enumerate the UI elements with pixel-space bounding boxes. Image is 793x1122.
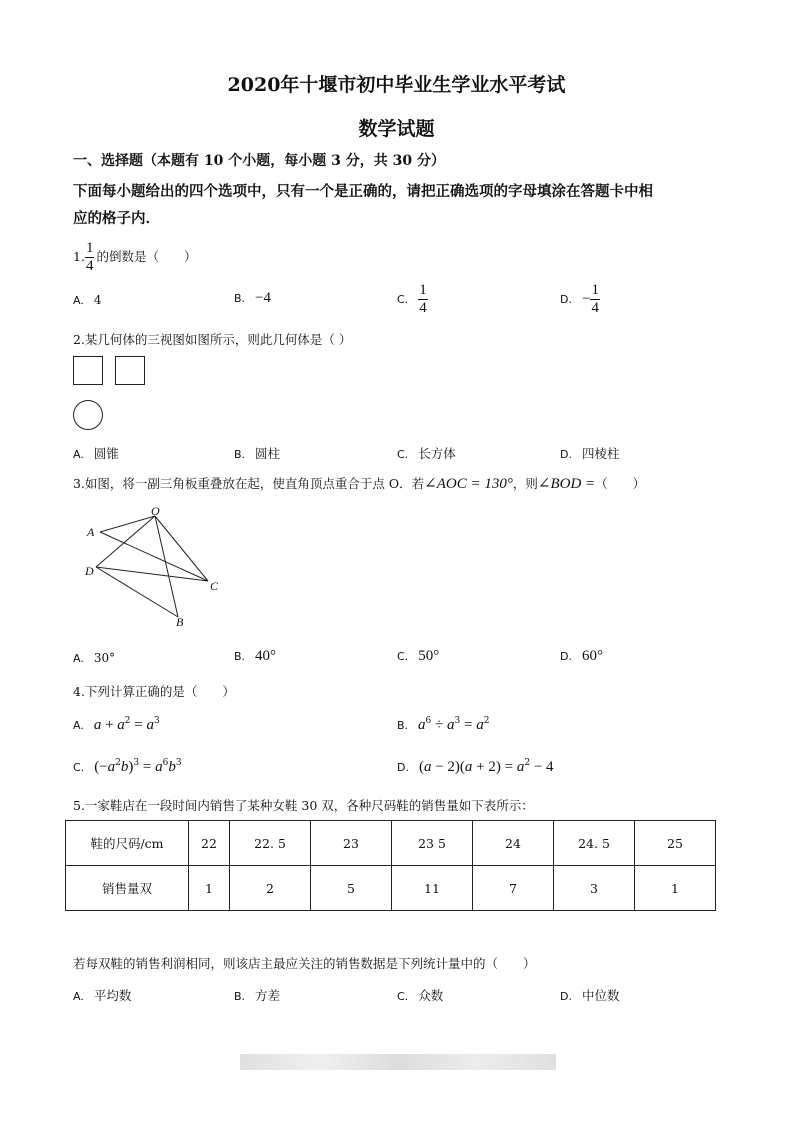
count-cell: 1 — [189, 866, 230, 911]
size-cell: 24 — [473, 821, 554, 866]
shoe-sales-table — [65, 820, 716, 911]
row-header-count: 销售量双 — [66, 866, 189, 911]
q1-option-b[interactable]: B. −4 — [234, 290, 272, 306]
q1-option-d[interactable]: D. − $\frac{1}{4}$ — [560, 282, 599, 316]
question-1 — [73, 240, 196, 275]
q5-option-d[interactable]: D. 中位数 — [560, 988, 620, 1003]
point-label-D: D — [85, 564, 94, 578]
segment-OB — [155, 516, 178, 617]
point-label-A: A — [87, 525, 95, 539]
asked-angle: ∠BOD = — [537, 476, 596, 492]
q4-option-b[interactable]: B. $a^6 \div a^3 = a^2$ — [397, 716, 490, 733]
q4-option-c[interactable]: C. $(-a^2b)^3 = a^6b^3$ — [73, 758, 182, 775]
q3-option-a[interactable]: A. 30° — [73, 651, 116, 665]
instruction-line-1: 下面每小题给出的四个选项中，只有一个是正确的，请把正确选项的字母填涂在答题卡中相 — [73, 183, 653, 200]
segment-DB — [96, 567, 178, 617]
point-label-C: C — [210, 579, 219, 593]
q2-option-b[interactable]: B. 圆柱 — [234, 446, 281, 461]
size-cell: 23 — [311, 821, 392, 866]
segment-AC — [100, 532, 208, 581]
segment-OC — [155, 516, 208, 581]
question-4: 4.下列计算正确的是（ ） — [73, 684, 235, 699]
section-heading: 一、选择题（本题有 10 个小题，每小题 3 分，共 30 分） — [73, 153, 445, 169]
size-cell: 24. 5 — [554, 821, 635, 866]
triangle-figure — [78, 502, 228, 632]
segment-OD — [96, 516, 155, 567]
question-text: 的倒数是（ ） — [96, 249, 197, 264]
size-cell: 23 5 — [392, 821, 473, 866]
row-header-size: 鞋的尺码/cm — [66, 821, 189, 866]
question-3: 3.如图，将一副三角板重叠放在起，使直角顶点重合于点 O．若∠AOC = 130°，则∠BOD =（ ） — [73, 476, 646, 492]
q5-option-c[interactable]: C. 众数 — [397, 988, 444, 1003]
count-cell: 3 — [554, 866, 635, 911]
table-row — [66, 821, 716, 866]
count-cell: 2 — [230, 866, 311, 911]
count-cell: 1 — [635, 866, 716, 911]
count-cell: 5 — [311, 866, 392, 911]
blurred-footer — [240, 1054, 556, 1070]
q2-option-d[interactable]: D. 四棱柱 — [560, 446, 620, 461]
count-cell: 7 — [473, 866, 554, 911]
exam-subtitle: 数学试题 — [358, 118, 435, 140]
count-cell: 11 — [392, 866, 473, 911]
q5-option-a[interactable]: A. 平均数 — [73, 988, 132, 1003]
q1-option-c[interactable]: C. $\frac{1}{4}$ — [397, 282, 427, 316]
size-cell: 22. 5 — [230, 821, 311, 866]
question-number: 1. — [73, 249, 85, 264]
q5-option-b[interactable]: B. 方差 — [234, 988, 281, 1003]
top-view-circle — [73, 400, 103, 430]
question-5: 5.一家鞋店在一段时间内销售了某种女鞋 30 双，各种尺码鞋的销售量如下表所示： — [73, 798, 534, 813]
q2-option-a[interactable]: A. 圆锥 — [73, 446, 119, 461]
size-cell: 22 — [189, 821, 230, 866]
point-label-B: B — [176, 615, 184, 629]
q1-option-a[interactable]: A. 4 — [73, 293, 102, 307]
instruction-line-2: 应的格子内． — [73, 210, 160, 227]
segment-OA — [100, 516, 155, 532]
condition-angle: ∠AOC = 130° — [424, 476, 513, 492]
q4-option-a[interactable]: A. $a + a^2 = a^3$ — [73, 716, 160, 733]
q4-option-d[interactable]: D. $(a - 2)(a + 2) = a^2 - 4$ — [397, 758, 554, 775]
fraction: $\frac{1}{4}$ — [85, 240, 94, 274]
fraction: $\frac{1}{4}$ — [591, 282, 599, 316]
exam-title: 2020年十堰市初中毕业生学业水平考试 — [227, 74, 566, 96]
question-2: 2.某几何体的三视图如图所示，则此几何体是（ ） — [73, 332, 352, 347]
q2-option-c[interactable]: C. 长方体 — [397, 446, 456, 461]
size-cell: 25 — [635, 821, 716, 866]
question-5-prompt: 若每双鞋的销售利润相同，则该店主最应关注的销售数据是下列统计量中的（ ） — [73, 956, 536, 971]
q3-option-c[interactable]: C. 50° — [397, 648, 440, 664]
side-view-square — [115, 356, 145, 385]
q3-option-b[interactable]: B. 40° — [234, 648, 277, 664]
section-instruction — [73, 178, 723, 232]
fraction: $\frac{1}{4}$ — [419, 282, 427, 316]
front-view-square — [73, 356, 103, 385]
point-label-O: O — [151, 504, 160, 518]
segment-DC — [96, 567, 208, 581]
q3-option-d[interactable]: D. 60° — [560, 648, 603, 664]
table-row — [66, 866, 716, 911]
